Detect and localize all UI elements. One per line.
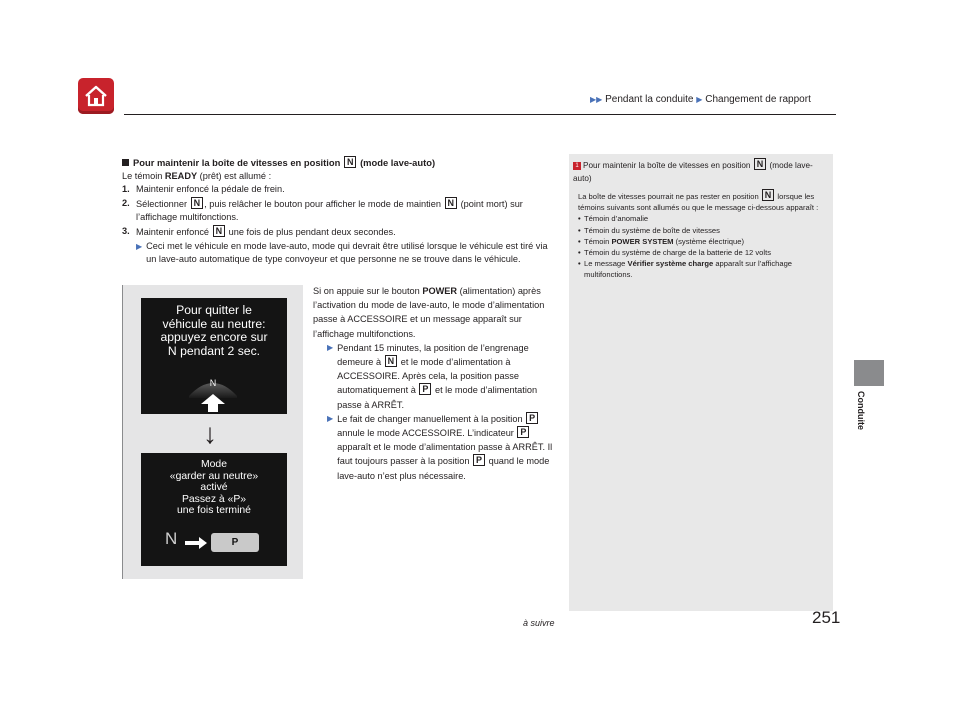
section-title: Pour maintenir la boîte de vitesses en position N (mode lave-auto) bbox=[122, 156, 557, 170]
step-3-note: ▶ Ceci met le véhicule en mode lave-auto, mode qui devrait être utilisé lorsque le véhicule est tiré via un lave-auto automatique de type convoyeur et que personne ne se trouve dans le véhicule. bbox=[122, 240, 557, 267]
header-divider bbox=[124, 114, 836, 115]
power-button-info: Si on appuie sur le bouton POWER (alimentation) après l’activation du mode de lave-auto, le mode d’alimentation passe à ACCESSOIRE et un message apparaît sur l’affichage multifonctions. ▶ Pendant 15 minutes, la position de l’engrenage demeure à N et le mode d’alimentation à ACCESSOIRE. Après cela, la position passe automatiquement à P et le mode d’alimentation passe à ARRÊT. ▶ Le fait de changer manuellement à la position P annule le mode ACCESSOIRE. L’indicateur P apparaît et le mode d’alimentation passe à ARRÊT. Il faut toujours passer à la position P quand le mode lave-auto n’est plus nécessaire. bbox=[313, 284, 558, 483]
key-p-icon: P bbox=[517, 426, 529, 438]
down-arrow-icon: ↓ bbox=[203, 418, 217, 449]
info-bullet-2: ▶ Le fait de changer manuellement à la position P annule le mode ACCESSOIRE. L’indicateur P apparaît et le mode d’alimentation passe à ARRÊT. Il faut toujours passer à la position P quand le mode lave-auto n’est plus nécessaire. bbox=[313, 412, 558, 483]
gear-selector-icon bbox=[187, 374, 239, 414]
screen-text-line: Mode bbox=[201, 459, 227, 470]
section-square-icon bbox=[122, 159, 129, 166]
home-icon bbox=[78, 78, 114, 114]
breadcrumb-arrow-icon: ▶▶ bbox=[590, 95, 603, 104]
screen-text-line: véhicule au neutre: bbox=[162, 316, 266, 331]
note-bullet: • Témoin du système de charge de la batterie de 12 volts bbox=[578, 248, 771, 258]
intro-text: Le témoin READY (prêt) est allumé : bbox=[122, 170, 272, 181]
note-marker-icon: 1 bbox=[573, 162, 581, 170]
gear-from-letter: N bbox=[165, 529, 178, 548]
key-n-icon: N bbox=[754, 158, 767, 170]
arrow-bullet-icon: ▶ bbox=[136, 241, 143, 251]
breadcrumb-item[interactable]: Changement de rapport bbox=[705, 94, 811, 105]
chapter-tab-marker[interactable] bbox=[854, 360, 884, 386]
info-bullet-1: ▶ Pendant 15 minutes, la position de l’engrenage demeure à N et le mode d’alimentation à ACCESSOIRE. Après cela, la position passe automatiquement à P et le mode d’alimentation passe à ARRÊT. bbox=[313, 341, 558, 412]
main-section bbox=[122, 156, 557, 267]
key-p-icon: P bbox=[419, 383, 431, 395]
shift-arrow-icon bbox=[185, 537, 207, 549]
page-number: 251 bbox=[812, 608, 841, 627]
arrow-bullet-icon: ▶ bbox=[327, 413, 334, 423]
key-n-icon: N bbox=[762, 189, 775, 201]
display-screen-quit-neutral bbox=[141, 298, 287, 414]
key-n-icon: N bbox=[213, 225, 226, 237]
note-bullet: • Le message Vérifier système charge apparaît sur l’affichage multifonctions. bbox=[578, 259, 793, 280]
note-bullet: • Témoin POWER SYSTEM (système électrique) bbox=[578, 236, 744, 246]
screen-text-line: Passez à «P» bbox=[181, 493, 247, 505]
breadcrumb-item[interactable]: Pendant la conduite bbox=[605, 94, 694, 105]
screen-text-line: «garder au neutre» bbox=[169, 470, 259, 482]
breadcrumb bbox=[590, 94, 811, 105]
key-p-icon: P bbox=[526, 412, 538, 424]
gear-letter: N bbox=[209, 378, 217, 388]
step-3: 3. Maintenir enfoncé N une fois de plus pendant deux secondes. bbox=[122, 225, 396, 237]
step-1: 1. Maintenir enfoncé la pédale de frein. bbox=[122, 184, 285, 195]
breadcrumb-arrow-icon: ▶ bbox=[696, 95, 703, 104]
side-note-title: 1 Pour maintenir la boîte de vitesses en position N (mode lave-auto) bbox=[573, 159, 813, 183]
screen-text-line: Pour quitter le bbox=[176, 303, 252, 317]
key-n-icon: N bbox=[344, 156, 357, 168]
home-button[interactable] bbox=[78, 78, 114, 114]
gear-p-badge: P bbox=[211, 533, 259, 552]
key-n-icon: N bbox=[445, 197, 458, 209]
note-bullet: • Témoin d’anomalie bbox=[578, 214, 649, 224]
key-n-icon: N bbox=[385, 355, 398, 367]
chapter-tab-label: Conduite bbox=[856, 391, 866, 430]
screen-text-line: appuyez encore sur bbox=[160, 330, 268, 344]
step-2: 2. Sélectionner N , puis relâcher le bouton pour afficher le mode de maintien N (point mort) sur l’affichage multifonctions. bbox=[122, 197, 523, 223]
display-screen-neutral-mode bbox=[141, 453, 287, 566]
figure-border bbox=[122, 285, 123, 579]
screen-text-line: une fois terminé bbox=[177, 505, 251, 516]
continued-label: à suivre bbox=[523, 618, 555, 628]
key-n-icon: N bbox=[191, 197, 204, 209]
screen-text-line: activé bbox=[200, 482, 228, 493]
side-note-body: La boîte de vitesses pourrait ne pas rester en position N lorsque les témoins suivants sont allumés ou que le message ci-dessous apparaît : • Témoin d’anomalie • Témoin du système de boîte de vitesses • Témoin POWER SYSTEM (système électrique) • Témoin du système de charge de la batterie de 12 volts • Le message Vérifier système charge apparaît sur l’affichage multifonctions. bbox=[578, 189, 828, 281]
key-p-icon: P bbox=[473, 454, 485, 466]
screen-text-line: N pendant 2 sec. bbox=[167, 343, 261, 358]
note-bullet: • Témoin du système de boîte de vitesses bbox=[578, 225, 720, 235]
arrow-bullet-icon: ▶ bbox=[327, 342, 334, 352]
